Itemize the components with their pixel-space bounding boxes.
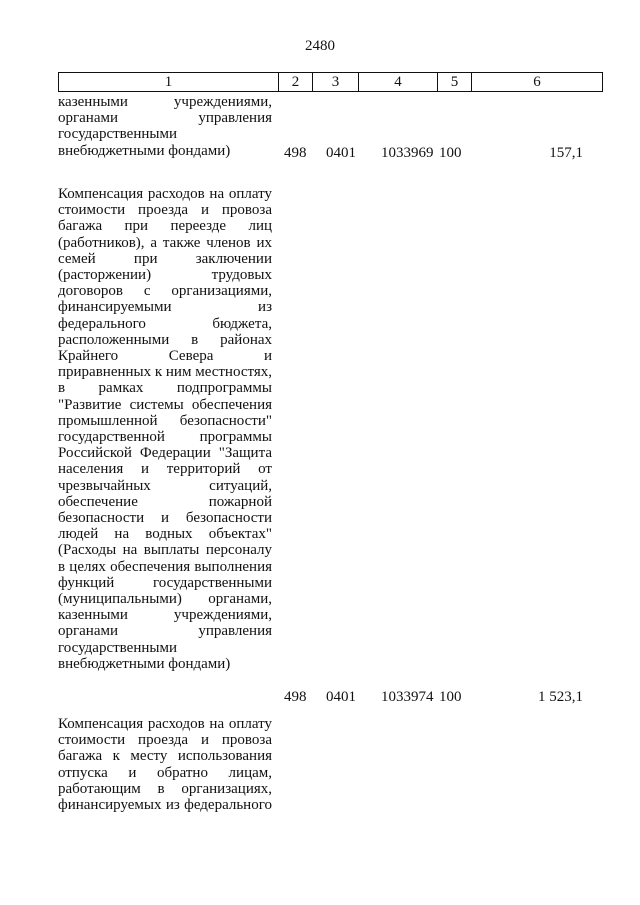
row-2-line: (муниципальными) органами, (58, 591, 272, 608)
column-header-3: 3 (313, 73, 359, 92)
column-header-4: 4 (359, 73, 438, 92)
row-1-line: государственными (58, 126, 177, 143)
row-2-line: промышленной безопасности" (58, 412, 272, 429)
row-2-line: семей при заключении (58, 250, 272, 267)
row-1-col4: 1033969 (381, 145, 434, 161)
row-3-line: стоимости проезда и провоза (58, 732, 272, 749)
row-2-col6: 1 523,1 (538, 689, 583, 705)
row-3-line: финансируемых из федерального (58, 797, 272, 814)
row-2-line: (расторжении) трудовых (58, 267, 272, 284)
row-3-line: Компенсация расходов на оплату (58, 716, 272, 732)
row-2-line: Компенсация расходов на оплату (58, 186, 272, 202)
row-2-line: безопасности и безопасности (58, 510, 272, 527)
row-2-line: функций государственными (58, 574, 272, 591)
row-3-description (58, 716, 272, 813)
row-2-line: стоимости проезда и провоза (58, 202, 272, 219)
row-2-line: приравненных к ним местностях, (58, 364, 272, 381)
row-2-line: населения и территорий от (58, 461, 272, 478)
row-1-col5: 100 (439, 145, 462, 161)
row-2-line: (работников), а также членов их (58, 234, 272, 251)
row-1-line: внебюджетными фондами) (58, 142, 231, 159)
row-2-line: в целях обеспечения выполнения (58, 558, 272, 575)
row-2-line: внебюджетными фондами) (58, 655, 231, 672)
row-2-line: багажа при переезде лиц (58, 218, 272, 235)
row-3-line: отпуска и обратно лицам, (58, 764, 272, 781)
row-2-col4: 1033974 (381, 689, 434, 705)
row-2-line: (Расходы на выплаты персоналу (58, 542, 272, 559)
row-1-col2: 498 (284, 145, 307, 161)
row-3-line: багажа к месту использования (58, 748, 272, 765)
row-2-line: расположенными в районах (58, 331, 272, 348)
row-1-description (58, 94, 272, 159)
column-header-5: 5 (438, 73, 472, 92)
row-2-line: финансируемыми из (58, 299, 272, 316)
row-2-line: государственными (58, 639, 177, 656)
row-1-line: казенными учреждениями, (58, 94, 272, 110)
row-2-col3: 0401 (326, 689, 356, 705)
row-2-line: чрезвычайных ситуаций, (58, 477, 272, 494)
row-2-line: органами управления (58, 623, 272, 640)
row-2-col5: 100 (439, 689, 462, 705)
row-3-line: работающим в организациях, (58, 780, 272, 797)
row-2-line: "Развитие системы обеспечения (58, 396, 272, 413)
row-2-line: договоров с организациями, (58, 283, 272, 300)
column-header-2: 2 (279, 73, 313, 92)
row-1-line: органами управления (58, 110, 272, 127)
row-2-line: федерального бюджета, (58, 315, 272, 332)
row-1-col6: 157,1 (549, 145, 583, 161)
column-header-6: 6 (472, 73, 603, 92)
page-number: 2480 (305, 38, 335, 54)
row-2-line: государственной программы (58, 429, 272, 446)
column-header-table (58, 72, 603, 92)
row-2-line: Российской Федерации "Защита (58, 445, 272, 462)
row-2-line: обеспечение пожарной (58, 493, 272, 510)
row-2-line: казенными учреждениями, (58, 607, 272, 624)
row-2-line: в рамках подпрограммы (58, 380, 272, 397)
row-1-col3: 0401 (326, 145, 356, 161)
row-2-line: Крайнего Севера и (58, 348, 272, 365)
row-2-description (58, 186, 272, 672)
row-2-col2: 498 (284, 689, 307, 705)
row-2-line: людей на водных объектах" (58, 526, 272, 543)
column-header-1: 1 (59, 73, 279, 92)
